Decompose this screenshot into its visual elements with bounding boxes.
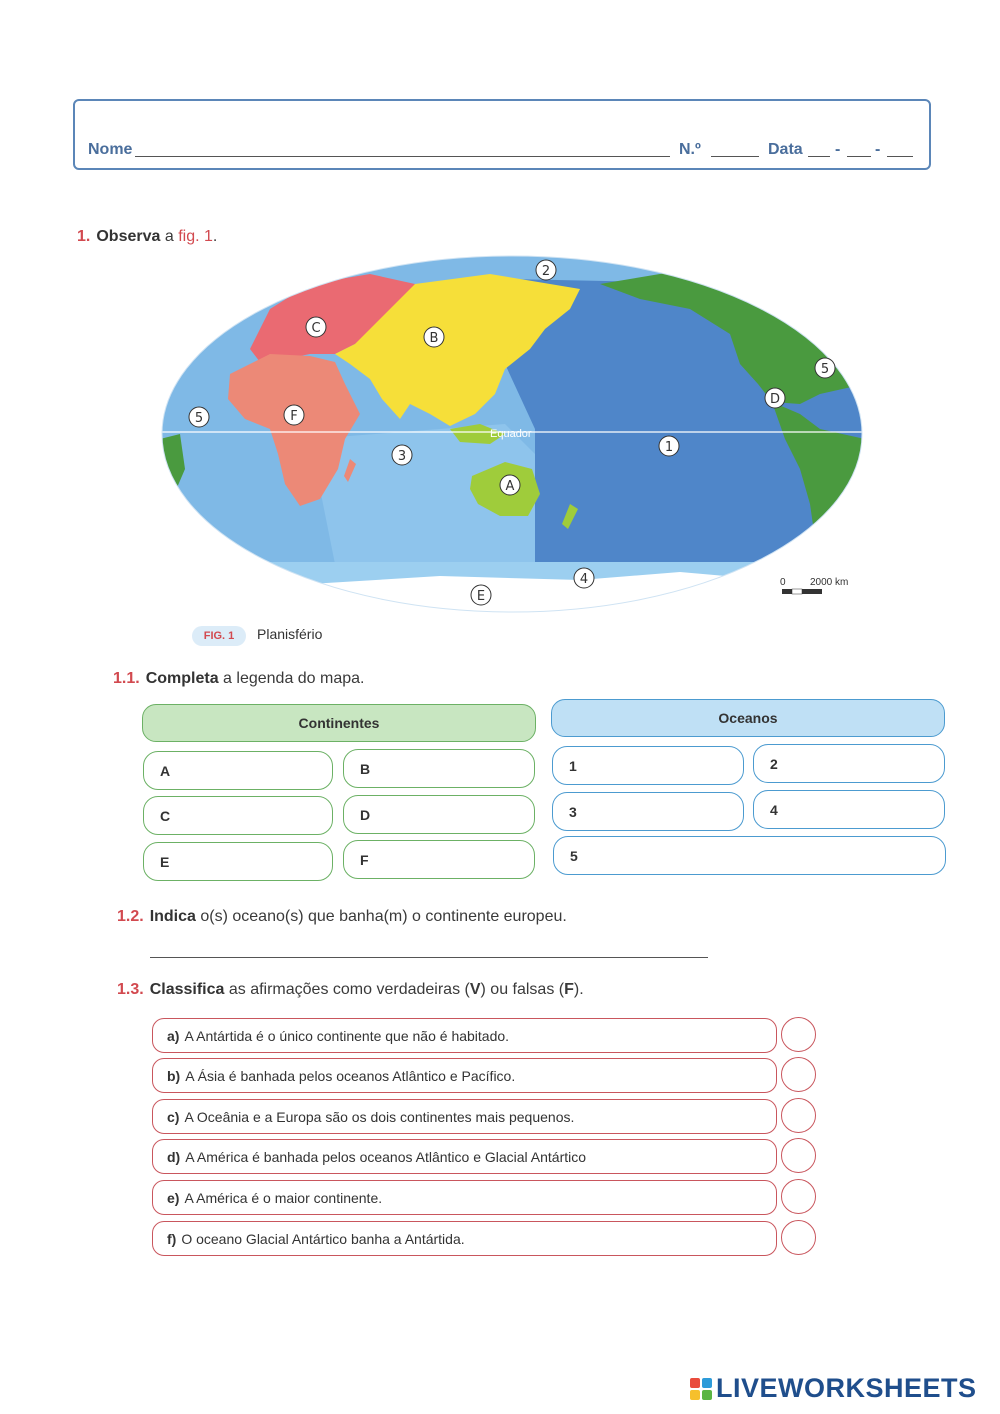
marker-continent-b	[424, 327, 444, 347]
question-1-1-title	[113, 670, 365, 688]
question-verb: Indica	[149, 908, 196, 925]
question-text: o(s) oceano(s) que banha(m) o continente europeu.	[200, 908, 567, 925]
continent-b-field[interactable]: B	[343, 749, 535, 788]
svg-text:F: F	[290, 409, 298, 424]
oceans-header: Oceanos	[551, 699, 945, 737]
question-number: 1.2.	[117, 908, 144, 925]
figure-badge: FIG. 1	[192, 626, 246, 646]
question-text: a	[164, 228, 174, 245]
number-input[interactable]	[711, 156, 759, 157]
statement-letter: d)	[167, 1148, 181, 1165]
liveworksheets-logo	[690, 1373, 977, 1404]
question-number: 1.	[77, 228, 91, 245]
continent-e-field[interactable]: E	[143, 842, 333, 881]
marker-ocean-1	[659, 436, 679, 456]
marker-continent-d	[765, 388, 785, 408]
date-day-input[interactable]	[808, 156, 830, 157]
world-map-svg	[160, 254, 865, 614]
equator-label: Equador	[490, 428, 532, 440]
continent-d-field[interactable]: D	[343, 795, 535, 834]
question-text: a legenda do mapa.	[223, 670, 365, 687]
marker-ocean-4	[574, 568, 594, 588]
ocean-5-field[interactable]: 5	[553, 836, 946, 875]
svg-text:C: C	[311, 321, 321, 336]
date-label: Data	[768, 141, 803, 158]
date-month-input[interactable]	[847, 156, 871, 157]
continent-c-field[interactable]: C	[143, 796, 333, 835]
student-info-box	[73, 99, 931, 170]
svg-text:2: 2	[541, 264, 551, 279]
number-label: N.º	[679, 141, 701, 158]
question-text-end: .	[212, 228, 218, 245]
figure-reference: fig. 1	[178, 228, 213, 245]
statement-e	[152, 1180, 777, 1215]
world-map	[160, 254, 865, 614]
statement-d	[152, 1139, 777, 1174]
question-text: as afirmações como verdadeiras (	[228, 981, 470, 998]
statement-f	[152, 1221, 777, 1256]
statement-text: A Antártida é o único continente que não é habitado.	[184, 1027, 510, 1044]
svg-text:D: D	[769, 392, 781, 407]
pacific-ocean-area	[505, 279, 865, 564]
ocean-4-field[interactable]: 4	[753, 790, 945, 829]
statement-d-answer[interactable]	[781, 1138, 816, 1173]
statement-letter: b)	[167, 1067, 181, 1084]
statement-c	[152, 1099, 777, 1134]
svg-text:B: B	[429, 331, 439, 346]
statement-a-answer[interactable]	[781, 1017, 816, 1052]
continents-header: Continentes	[142, 704, 536, 742]
question-text: ).	[573, 981, 584, 998]
marker-ocean-5-left	[189, 407, 209, 427]
marker-ocean-5-right	[815, 358, 835, 378]
false-abbrev: F	[564, 981, 574, 998]
svg-text:1: 1	[664, 440, 674, 455]
statement-letter: c)	[167, 1108, 180, 1125]
svg-text:2000 km: 2000 km	[810, 577, 849, 588]
ocean-2-field[interactable]: 2	[753, 744, 945, 783]
question-verb: Completa	[145, 670, 219, 687]
marker-continent-f	[284, 405, 304, 425]
question-verb: Classifica	[149, 981, 225, 998]
statement-letter: e)	[167, 1189, 180, 1206]
statement-text: A América é o maior continente.	[184, 1189, 383, 1206]
continent-f-field[interactable]: F	[343, 840, 535, 879]
statement-c-answer[interactable]	[781, 1098, 816, 1133]
continent-a-field[interactable]: A	[143, 751, 333, 790]
map-scale	[780, 577, 848, 594]
question-1-title	[77, 228, 217, 246]
statement-letter: a)	[167, 1027, 180, 1044]
marker-continent-e	[471, 585, 491, 605]
question-number: 1.1.	[113, 670, 140, 687]
svg-text:5: 5	[820, 362, 830, 377]
ocean-3-field[interactable]: 3	[552, 792, 744, 831]
question-verb: Observa	[96, 228, 161, 245]
svg-text:5: 5	[194, 411, 204, 426]
svg-text:4: 4	[579, 572, 589, 587]
svg-text:0: 0	[780, 577, 786, 588]
date-separator: -	[875, 141, 881, 158]
marker-ocean-3	[392, 445, 412, 465]
question-text: ) ou falsas (	[480, 981, 565, 998]
svg-text:E: E	[476, 589, 486, 604]
statement-a	[152, 1018, 777, 1053]
america-left-edge-shape	[160, 434, 185, 509]
figure-caption: Planisfério	[257, 626, 323, 642]
question-1-2-answer-input[interactable]	[150, 957, 708, 958]
svg-text:3: 3	[397, 449, 407, 464]
marker-continent-a	[500, 475, 520, 495]
date-separator: -	[835, 141, 841, 158]
statement-letter: f)	[167, 1230, 177, 1247]
statement-text: A América é banhada pelos oceanos Atlântico e Glacial Antártico	[185, 1148, 587, 1165]
marker-ocean-2	[536, 260, 556, 280]
statement-text: A Ásia é banhada pelos oceanos Atlântico e Pacífico.	[185, 1067, 516, 1084]
question-1-2-title	[117, 908, 567, 926]
name-label: Nome	[88, 141, 133, 158]
statement-text: A Oceânia e a Europa são os dois continentes mais pequenos.	[184, 1108, 575, 1125]
svg-text:A: A	[505, 479, 515, 494]
name-input[interactable]	[135, 156, 670, 157]
statement-b	[152, 1058, 777, 1093]
statement-e-answer[interactable]	[781, 1179, 816, 1214]
statement-f-answer[interactable]	[781, 1220, 816, 1255]
logo-text: LIVEWORKSHEETS	[716, 1373, 977, 1403]
date-year-input[interactable]	[887, 156, 913, 157]
marker-continent-c	[306, 317, 326, 337]
ocean-1-field[interactable]: 1	[552, 746, 744, 785]
true-abbrev: V	[469, 981, 481, 998]
question-1-3-title	[117, 981, 584, 999]
logo-icon	[690, 1378, 712, 1400]
statement-text: O oceano Glacial Antártico banha a Antártida.	[181, 1230, 465, 1247]
statement-b-answer[interactable]	[781, 1057, 816, 1092]
question-number: 1.3.	[117, 981, 144, 998]
